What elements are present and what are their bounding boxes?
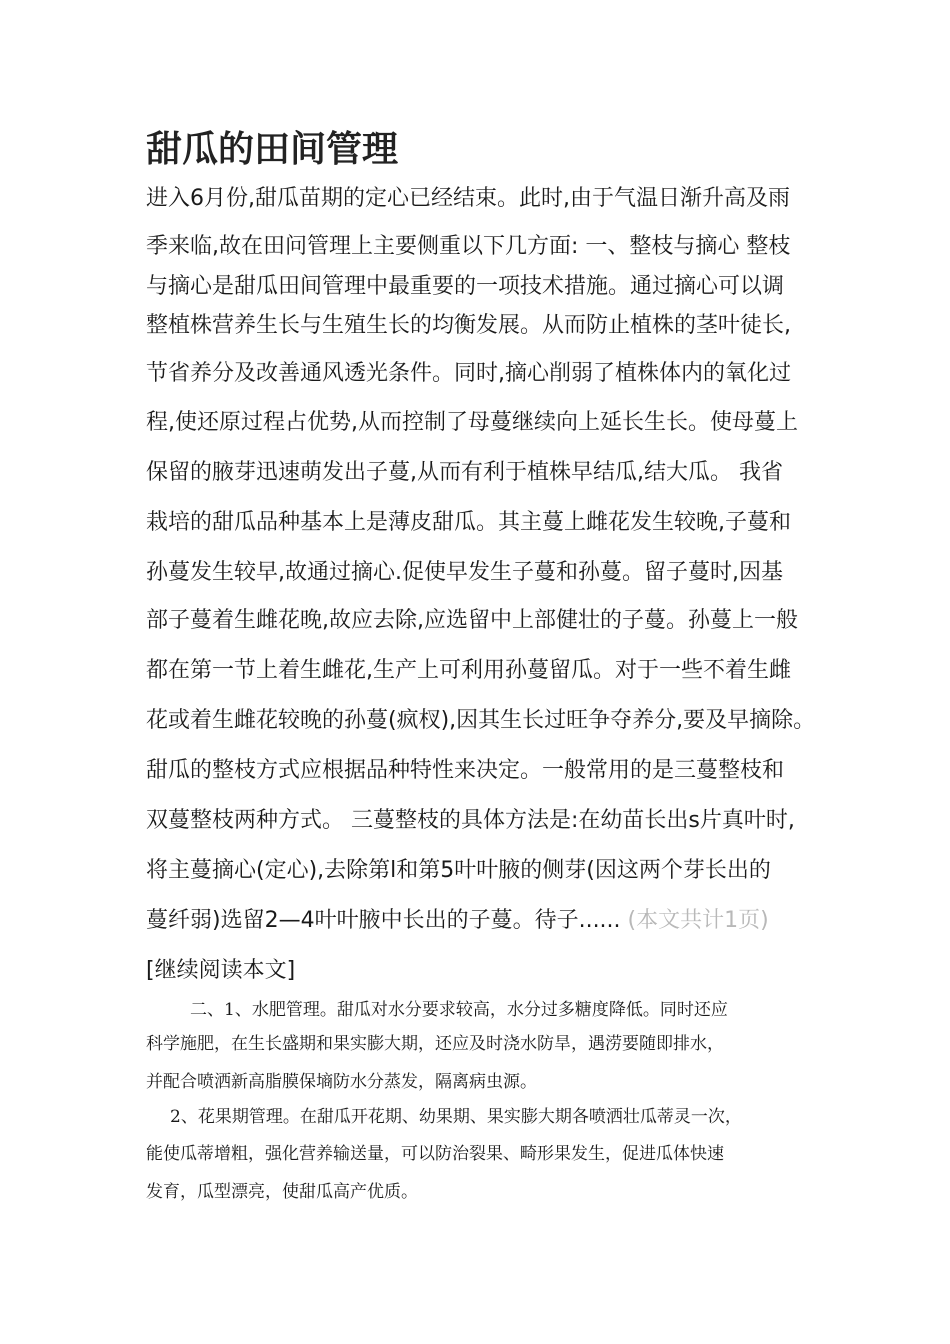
article-line: 将主蔓摘心(定心),去除第l和第5叶叶腋的侧芽(因这两个芽长出的	[146, 858, 771, 883]
article-line: 花或着生雌花较晚的孙蔓(疯杈),因其生长过旺争夺养分,要及早摘除。	[146, 708, 816, 733]
article-line: 程,使还原过程占优势,从而控制了母蔓继续向上延长生长。使母蔓上	[146, 410, 798, 435]
supplement-line: 科学施肥，在生长盛期和果实膨大期，还应及时浇水防旱，遇涝要随即排水，	[146, 1034, 724, 1054]
supplement-line: 发育，瓜型漂亮，使甜瓜高产优质。	[146, 1182, 418, 1202]
article-last-line	[146, 906, 769, 936]
continue-reading-link[interactable]: [继续阅读本文]	[146, 958, 296, 983]
article-line: 与摘心是甜瓜田间管理中最重要的一项技术措施。通过摘心可以调	[146, 274, 785, 299]
article-line: 孙蔓发生较早,故通过摘心.促使早发生子蔓和孙蔓。留子蔓时,因基	[146, 560, 783, 585]
article-line: 甜瓜的整枝方式应根据品种特性来决定。一般常用的是三蔓整枝和	[146, 758, 785, 783]
page-title: 甜瓜的田间管理	[146, 129, 399, 170]
article-line: 都在第一节上着生雌花,生产上可利用孙蔓留瓜。对于一些不着生雌	[146, 658, 791, 683]
supplement-line: 二、1、水肥管理。甜瓜对水分要求较高，水分过多糖度降低。同时还应	[190, 1000, 728, 1020]
supplement-line: 2、花果期管理。在甜瓜开花期、幼果期、果实膨大期各喷洒壮瓜蒂灵一次，	[170, 1107, 742, 1127]
article-line: 保留的腋芽迅速萌发出子蔓,从而有利于植株早结瓜,结大瓜。 我省	[146, 460, 783, 485]
article-line: 部子蔓着生雌花晚,故应去除,应选留中上部健壮的子蔓。孙蔓上一般	[146, 608, 798, 633]
article-line: 栽培的甜瓜品种基本上是薄皮甜瓜。其主蔓上雌花发生较晚,子蔓和	[146, 510, 791, 535]
page-count-note: (本文共计1页)	[627, 908, 769, 933]
supplement-line: 能使瓜蒂增粗，强化营养输送量，可以防治裂果、畸形果发生，促进瓜体快速	[146, 1144, 724, 1164]
supplement-line: 并配合喷洒新高脂膜保墒防水分蒸发，隔离病虫源。	[146, 1072, 537, 1092]
article-line: 进入6月份,甜瓜苗期的定心已经结束。此时,由于气温日渐升高及雨	[146, 186, 790, 211]
article-line: 季来临,故在田问管理上主要侧重以下几方面: 一、整枝与摘心 整枝	[146, 234, 791, 259]
article-truncated-text: 蔓纤弱)选留2—4叶叶腋中长出的子蔓。待子......	[146, 908, 621, 933]
article-line: 整植株营养生长与生殖生长的均衡发展。从而防止植株的茎叶徒长,	[146, 313, 791, 338]
article-line: 双蔓整枝两种方式。 三蔓整枝的具体方法是:在幼苗长出s片真叶时,	[146, 808, 795, 833]
article-line: 节省养分及改善通风透光条件。同时,摘心削弱了植株体内的氧化过	[146, 361, 791, 386]
